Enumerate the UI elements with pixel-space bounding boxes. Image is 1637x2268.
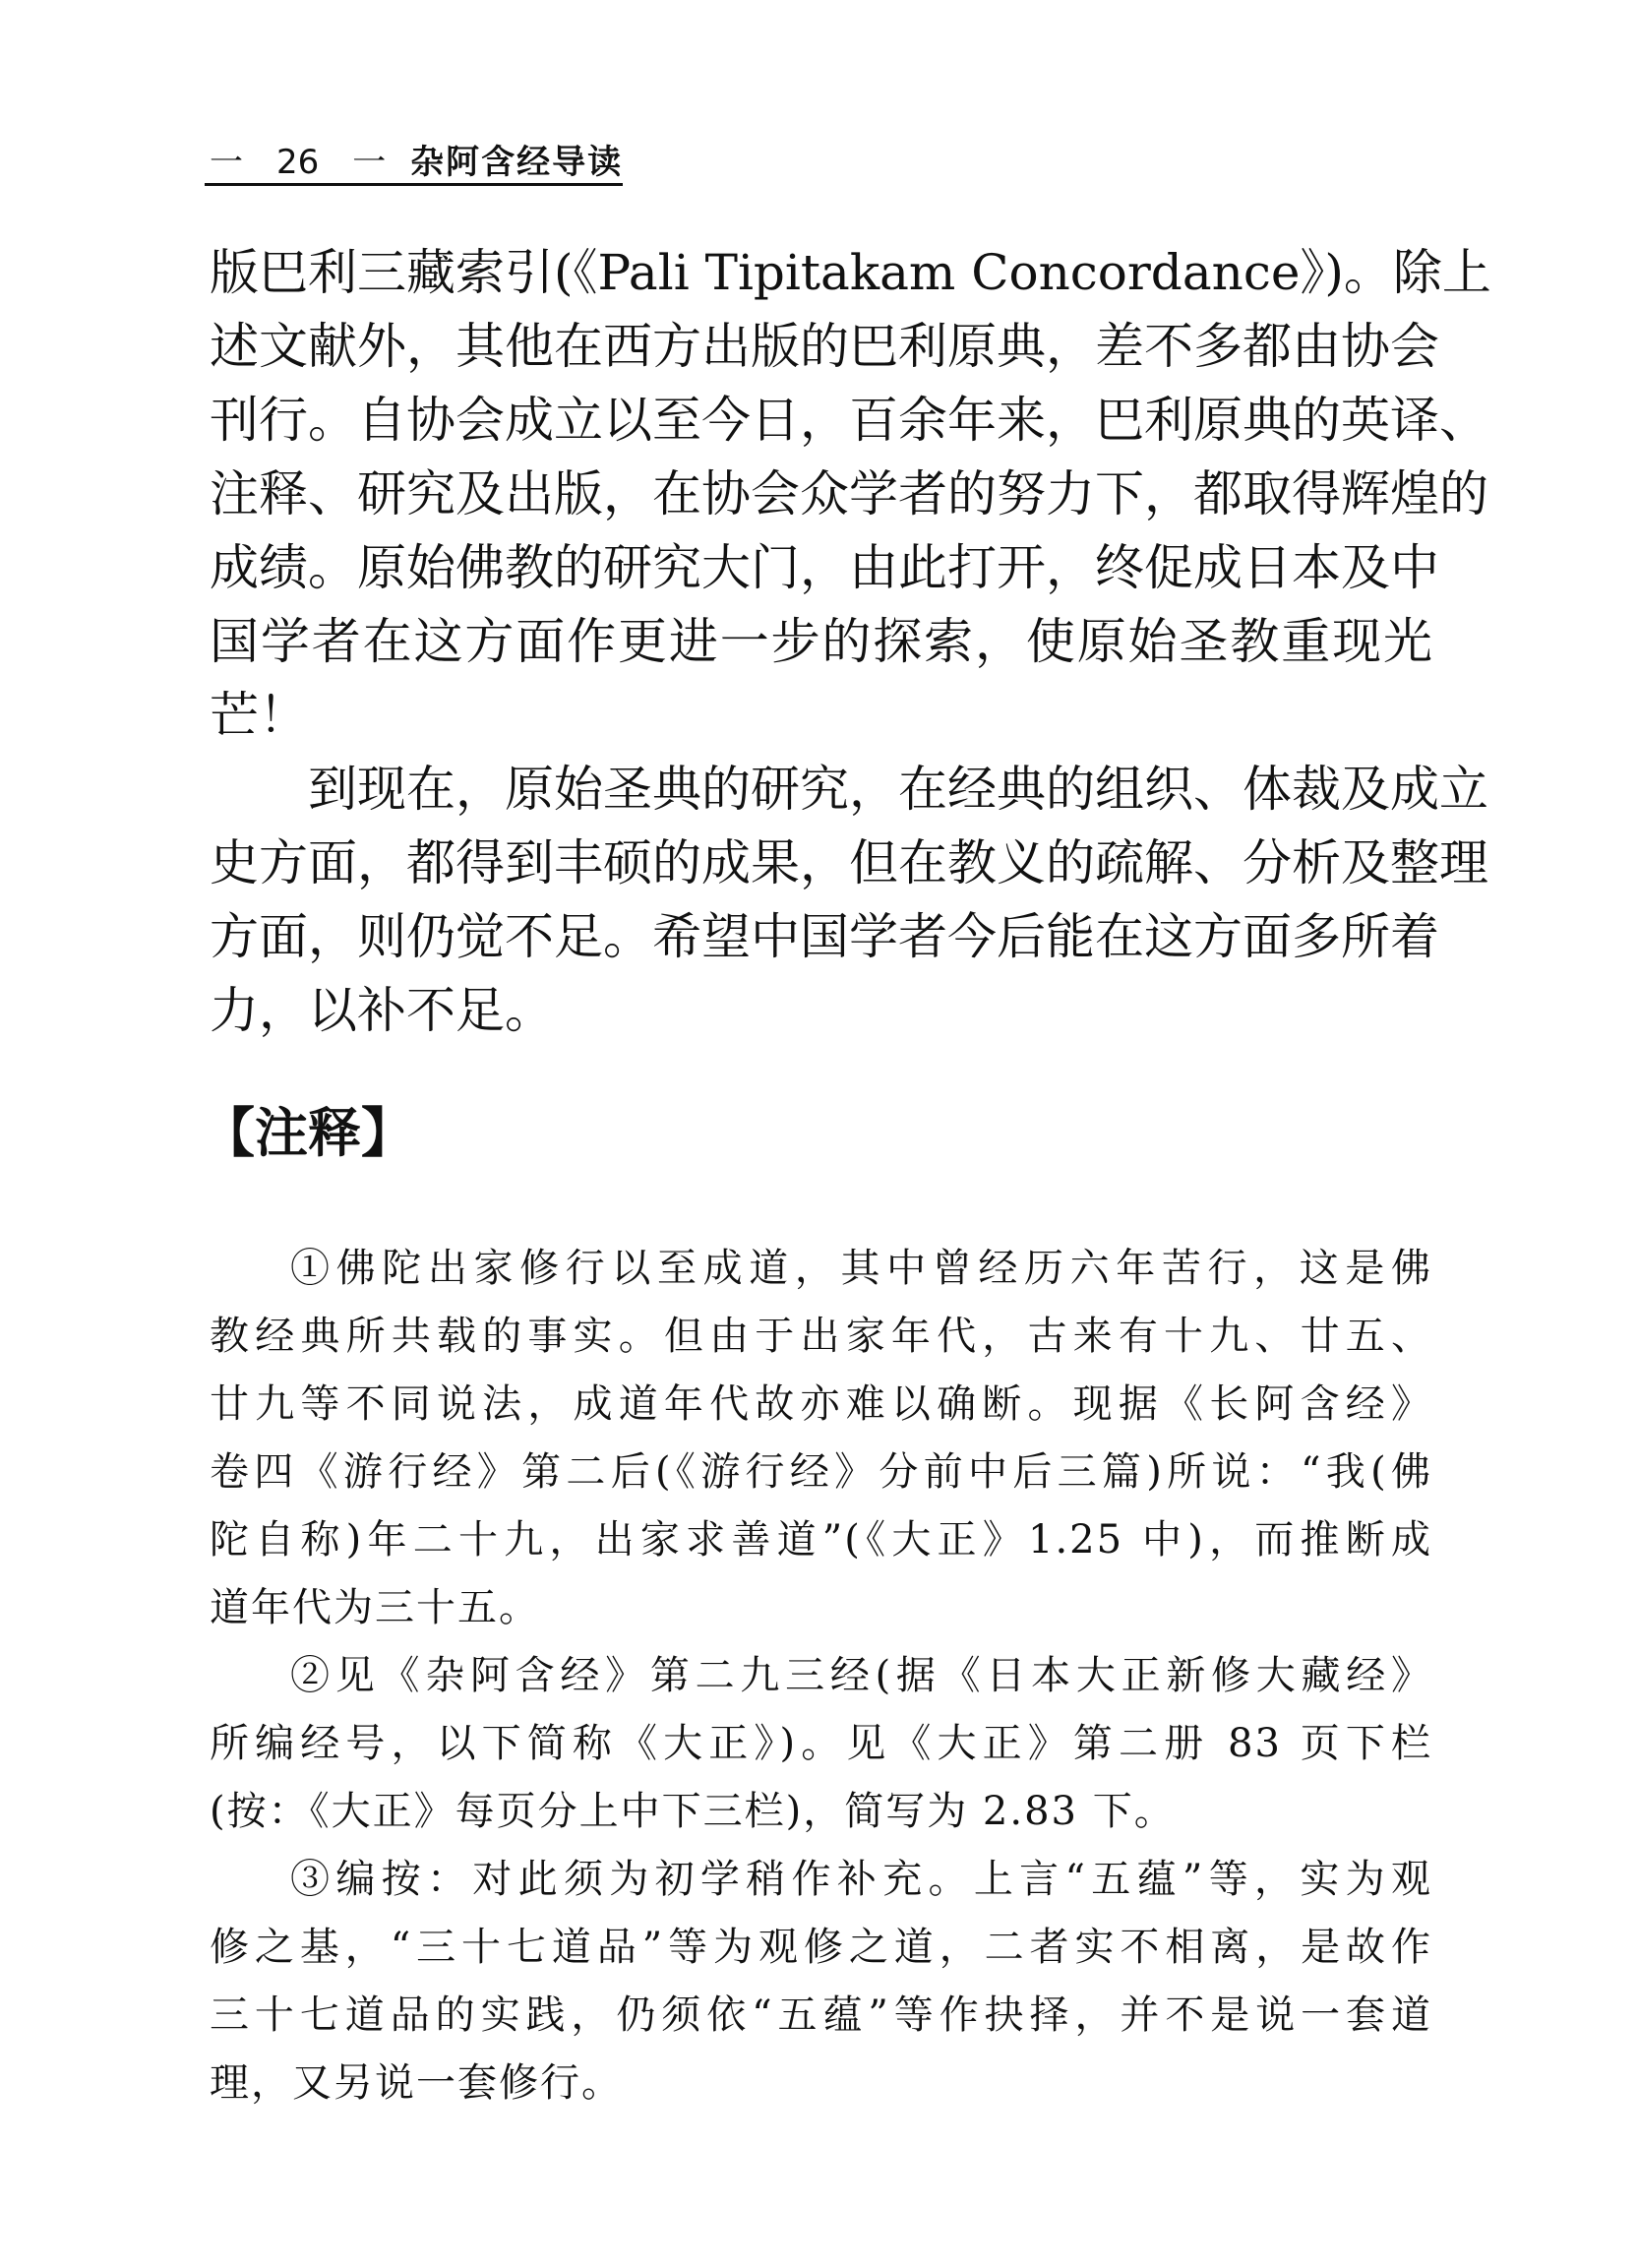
note-line: ③编按：对此须为初学稍作补充。上言“五蕴”等，实为观 [290,1857,1432,1902]
body-line: 到现在，原始圣典的研究，在经典的组织、体裁及成立 [308,761,1488,818]
header-rule [205,183,623,186]
note-line: 所编经号，以下简称《大正》)。见《大正》第二册 83 页下栏 [210,1721,1432,1766]
body-line: 注释、研究及出版，在协会众学者的努力下，都取得辉煌的 [210,465,1488,522]
body-line: 史方面，都得到丰硕的成果，但在教义的疏解、分析及整理 [210,834,1488,891]
running-header [210,138,623,187]
note-line: 道年代为三十五。 [210,1585,540,1630]
note-line: 教经典所共载的事实。但由于出家年代，古来有十九、廿五、 [210,1314,1432,1359]
note-line: 卷四《游行经》第二后(《游行经》分前中后三篇)所说：“我(佛 [210,1449,1432,1495]
note-line: 修之基，“三十七道品”等为观修之道，二者实不相离，是故作 [210,1925,1432,1970]
body-line: 力，以补不足。 [210,982,554,1039]
body-line: 成绩。原始佛教的研究大门，由此打开，终促成日本及中 [210,539,1439,596]
body-line: 版巴利三藏索引(《Pali Tipitakam Concordance》)。除上 [210,244,1491,301]
body-line: 方面，则仍觉不足。希望中国学者今后能在这方面多所着 [210,908,1439,965]
body-line: 国学者在这方面作更进一步的探索，使原始圣教重现光 [210,613,1432,670]
body-text [210,236,1491,1048]
note-line: ①佛陀出家修行以至成道，其中曾经历六年苦行，这是佛 [290,1246,1432,1291]
page-number: 一 26 一 [210,143,387,182]
note-line: 三十七道品的实践，仍须依“五蕴”等作抉择，并不是说一套道 [210,1992,1432,2038]
body-line: 刊行。自协会成立以至今日，百余年来，巴利原典的英译、 [210,392,1488,449]
note-line: 陀自称)年二十九，出家求善道”(《大正》1.25 中)，而推断成 [210,1517,1432,1563]
notes-list [210,1235,1432,2117]
note-line: (按：《大正》每页分上中下三栏)，简写为 2.83 下。 [210,1789,1176,1834]
note-line: 廿九等不同说法，成道年代故亦难以确断。现据《长阿含经》 [210,1381,1432,1427]
body-line: 芒！ [210,687,308,744]
note-line: ②见《杂阿含经》第二九三经(据《日本大正新修大藏经》 [290,1653,1432,1698]
note-line: 理，又另说一套修行。 [210,2060,623,2106]
section-heading: 【注释】 [202,1102,414,1164]
book-title: 杂阿含经导读 [410,143,624,182]
body-line: 述文献外，其他在西方出版的巴利原典，差不多都由协会 [210,318,1439,375]
